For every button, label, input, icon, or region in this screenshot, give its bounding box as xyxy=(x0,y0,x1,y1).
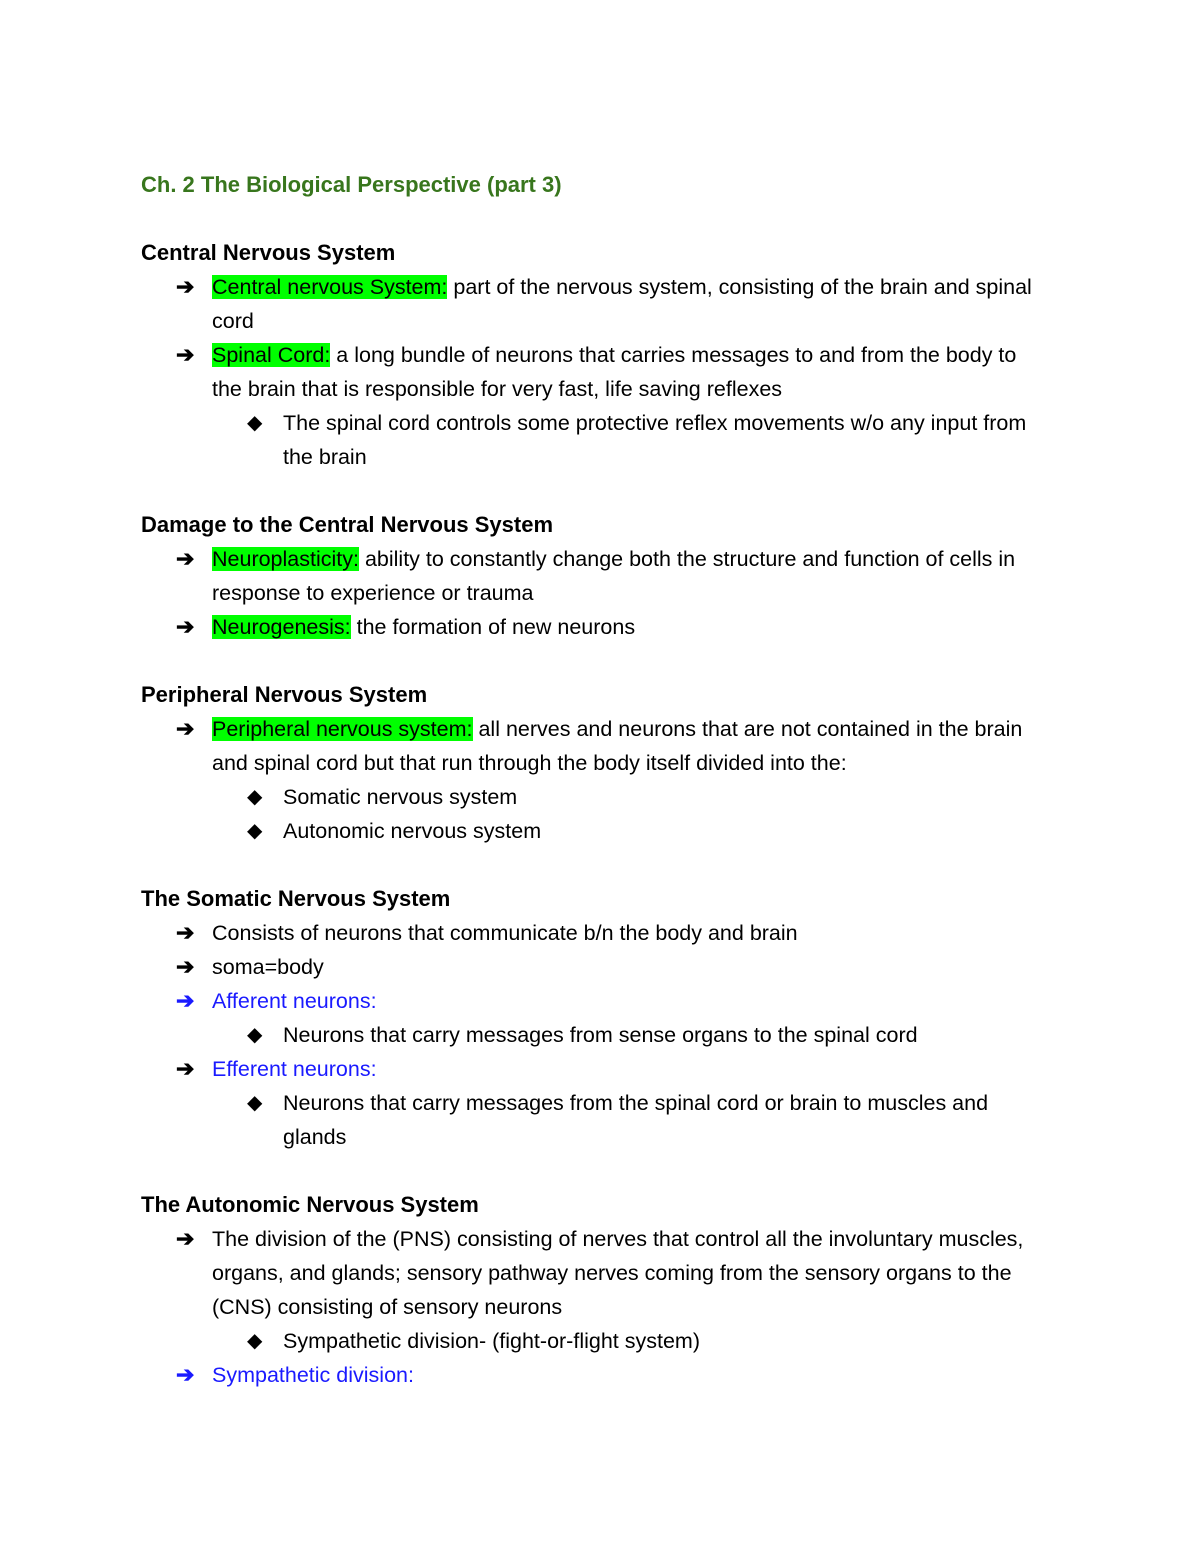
arrow-icon: ➔ xyxy=(176,274,195,299)
list-item xyxy=(141,814,1053,848)
term: Afferent neurons: xyxy=(212,989,377,1013)
term: Sympathetic division: xyxy=(212,1363,414,1387)
document-page xyxy=(141,168,1071,1426)
diamond-icon: ◆ xyxy=(247,1092,263,1114)
arrow-icon: ➔ xyxy=(176,546,195,571)
item-text: all nerves and neurons that are not contained in the brain and spinal cord but that run through the body itself divided into the: xyxy=(212,717,1023,775)
item-text: ability to constantly change both the structure and function of cells in response to experience or trauma xyxy=(212,547,1016,605)
list-item xyxy=(141,950,1052,984)
item-text: Somatic nervous system xyxy=(283,785,518,809)
item-text: The spinal cord controls some protective reflex movements w/o any input from the brain xyxy=(283,411,1027,469)
item-text: Consists of neurons that communicate b/n the body and brain xyxy=(212,921,798,945)
item-text: The division of the (PNS) consisting of nerves that control all the involuntary muscles, organs, and glands; sensory pathway nerves coming from the sensory organs to the (CNS) consisting of sensory neurons xyxy=(212,1227,1024,1319)
item-text: Autonomic nervous system xyxy=(283,819,542,843)
term: Neuroplasticity: xyxy=(212,547,359,571)
list-item xyxy=(141,1052,1052,1086)
section xyxy=(141,882,1071,1154)
term: Neurogenesis: xyxy=(212,615,351,639)
arrow-icon: ➔ xyxy=(176,1226,195,1251)
list-item xyxy=(141,1086,1053,1154)
item-text: the formation of new neurons xyxy=(350,615,636,639)
item-text: soma=body xyxy=(212,955,324,979)
list-item xyxy=(141,1222,1052,1324)
section-heading: Central Nervous System xyxy=(141,240,396,265)
item-text: part of the nervous system, consisting of the brain and spinal cord xyxy=(212,275,1032,333)
diamond-icon: ◆ xyxy=(247,1024,263,1046)
arrow-icon: ➔ xyxy=(176,1362,195,1387)
section-heading: Peripheral Nervous System xyxy=(141,682,428,707)
section xyxy=(141,1188,1071,1392)
list-item xyxy=(141,712,1052,780)
diamond-icon: ◆ xyxy=(247,820,263,842)
arrow-icon: ➔ xyxy=(176,716,195,741)
term: Efferent neurons: xyxy=(212,1057,377,1081)
arrow-icon: ➔ xyxy=(176,614,195,639)
section-heading: Damage to the Central Nervous System xyxy=(141,512,554,537)
term: Spinal Cord: xyxy=(212,343,331,367)
sections xyxy=(141,236,1071,1392)
diamond-icon: ◆ xyxy=(247,1330,263,1352)
arrow-icon: ➔ xyxy=(176,988,195,1013)
item-text: Neurons that carry messages from sense organs to the spinal cord xyxy=(283,1023,918,1047)
list-item xyxy=(141,780,1053,814)
section-heading: The Autonomic Nervous System xyxy=(141,1192,479,1217)
document-title: Ch. 2 The Biological Perspective (part 3) xyxy=(141,172,562,197)
list-item xyxy=(141,916,1052,950)
arrow-icon: ➔ xyxy=(176,342,195,367)
term: Central nervous System: xyxy=(212,275,448,299)
arrow-icon: ➔ xyxy=(176,1056,195,1081)
list-item xyxy=(141,984,1052,1018)
list-item xyxy=(141,610,1052,644)
arrow-icon: ➔ xyxy=(176,920,195,945)
item-text: Sympathetic division- (fight-or-flight system) xyxy=(283,1329,700,1353)
list-item xyxy=(141,270,1052,338)
arrow-icon: ➔ xyxy=(176,954,195,979)
list-item xyxy=(141,406,1053,474)
list-item xyxy=(141,338,1052,406)
diamond-icon: ◆ xyxy=(247,412,263,434)
list-item xyxy=(141,1018,1053,1052)
term: Peripheral nervous system: xyxy=(212,717,473,741)
section xyxy=(141,236,1071,474)
item-text: a long bundle of neurons that carries messages to and from the body to the brain that is responsible for very fast, life saving reflexes xyxy=(212,343,1017,401)
section xyxy=(141,678,1071,848)
list-item xyxy=(141,542,1052,610)
section xyxy=(141,508,1071,644)
diamond-icon: ◆ xyxy=(247,786,263,808)
item-text: Neurons that carry messages from the spinal cord or brain to muscles and glands xyxy=(283,1091,989,1149)
list-item xyxy=(141,1358,1052,1392)
section-heading: The Somatic Nervous System xyxy=(141,886,451,911)
list-item xyxy=(141,1324,1053,1358)
